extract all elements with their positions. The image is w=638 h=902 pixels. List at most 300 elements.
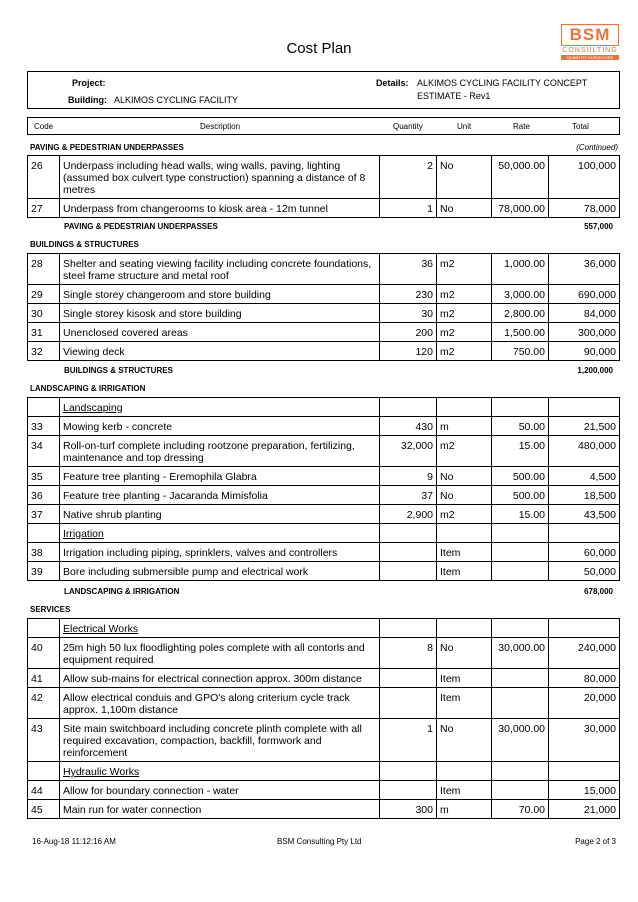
cell-quantity (380, 762, 437, 781)
subtotal-value: 678,000 (584, 587, 613, 596)
cell-description (60, 486, 380, 505)
cell-description (60, 467, 380, 486)
cell-description (60, 304, 380, 323)
column-header-bar (27, 117, 620, 135)
cell-unit (437, 304, 492, 323)
cell-quantity (380, 688, 437, 719)
continued-label: (Continued) (576, 143, 618, 152)
cell-quantity (380, 781, 437, 800)
cell-rate (492, 156, 549, 199)
cell-unit (437, 199, 492, 218)
cell-rate-text: 3,000.00 (504, 289, 545, 301)
cell-rate-text: 30,000.00 (498, 723, 545, 735)
cell-quantity (380, 436, 437, 467)
cell-description-text: Irrigation including piping, sprinklers, valves and controllers (63, 547, 338, 559)
cell-unit (437, 762, 492, 781)
cell-code (28, 417, 60, 436)
cell-quantity-text: 37 (421, 490, 433, 502)
cell-quantity (380, 342, 437, 361)
cell-unit (437, 285, 492, 304)
cell-code-text: 28 (31, 258, 43, 270)
cell-total-text: 90,000 (583, 346, 616, 358)
cell-quantity (380, 254, 437, 285)
cell-code (28, 781, 60, 800)
cell-unit-text: No (440, 490, 454, 502)
cell-rate (492, 719, 549, 762)
cell-description (60, 524, 380, 543)
cell-description (60, 199, 380, 218)
cell-code-text: 40 (31, 642, 43, 654)
items-table (27, 253, 620, 361)
cell-rate (492, 543, 549, 562)
cell-description (60, 436, 380, 467)
cell-unit (437, 669, 492, 688)
cell-rate (492, 781, 549, 800)
cell-code (28, 398, 60, 417)
cell-description-text: Site main switchboard including concrete plinth complete with all required excavation, compaction, backfill, formwork and reinforcement (63, 723, 362, 759)
cell-description (60, 543, 380, 562)
cell-quantity (380, 505, 437, 524)
cell-quantity (380, 719, 437, 762)
cell-unit-text: m2 (440, 308, 455, 320)
cell-description (60, 669, 380, 688)
section-title: LANDSCAPING & IRRIGATION (30, 384, 146, 393)
cell-unit-text: m2 (440, 289, 455, 301)
cell-code (28, 156, 60, 199)
logo-consulting: CONSULTING (562, 47, 618, 54)
cell-total (549, 800, 620, 819)
cell-total (549, 254, 620, 285)
table-row (28, 304, 620, 323)
cell-rate (492, 486, 549, 505)
cell-unit (437, 436, 492, 467)
cell-rate (492, 342, 549, 361)
cell-rate (492, 688, 549, 719)
details-line1: ALKIMOS CYCLING FACILITY CONCEPT (417, 78, 588, 88)
cell-quantity-text: 2,900 (406, 509, 433, 521)
cell-rate (492, 562, 549, 581)
cell-description-text: Allow electrical conduis and GPO's along criterium cycle track approx. 1,100m distance (63, 692, 350, 716)
col-description: Description (200, 122, 241, 131)
cell-description-text: Single storey changeroom and store building (63, 289, 271, 301)
cell-description (60, 342, 380, 361)
cell-rate-text: 50,000.00 (498, 160, 545, 172)
cell-quantity (380, 800, 437, 819)
cell-rate (492, 467, 549, 486)
cell-total (549, 781, 620, 800)
cell-code (28, 800, 60, 819)
cell-code (28, 562, 60, 581)
table-row (28, 342, 620, 361)
cell-total (549, 323, 620, 342)
company-logo (561, 24, 619, 64)
cell-description-text: Bore including submersible pump and electrical work (63, 566, 309, 578)
cell-code-text: 38 (31, 547, 43, 559)
cell-total (549, 156, 620, 199)
cell-code-text: 31 (31, 327, 43, 339)
cell-rate (492, 285, 549, 304)
table-row (28, 156, 620, 199)
cell-total-text: 300,000 (578, 327, 616, 339)
project-label: Project: (72, 78, 106, 88)
cell-code (28, 285, 60, 304)
table-row (28, 467, 620, 486)
footer-company: BSM Consulting Pty Ltd (277, 837, 362, 846)
cell-description-text: Feature tree planting - Eremophila Glabra (63, 471, 257, 483)
footer-timestamp: 16-Aug-18 11:12:16 AM (32, 837, 116, 846)
cell-rate (492, 800, 549, 819)
cell-description-text: Mowing kerb - concrete (63, 421, 173, 433)
cell-quantity-text: 1 (427, 203, 433, 215)
cell-total-text: 21,000 (583, 804, 616, 816)
cell-description-text: Feature tree planting - Jacaranda Mimisfolia (63, 490, 268, 502)
cell-unit-text: No (440, 642, 454, 654)
cell-rate (492, 762, 549, 781)
cell-unit-text: m2 (440, 327, 455, 339)
cell-rate (492, 436, 549, 467)
cell-total (549, 562, 620, 581)
cell-quantity-text: 230 (415, 289, 433, 301)
cell-total-text: 18,500 (583, 490, 616, 502)
cell-description (60, 254, 380, 285)
details-label: Details: (376, 78, 409, 88)
cell-unit (437, 156, 492, 199)
cell-total (549, 669, 620, 688)
table-row (28, 323, 620, 342)
cell-quantity-text: 36 (421, 258, 433, 270)
cell-unit (437, 619, 492, 638)
cell-description (60, 505, 380, 524)
subtotal-label: LANDSCAPING & IRRIGATION (64, 587, 180, 596)
cell-unit-text: Item (440, 692, 461, 704)
table-row (28, 199, 620, 218)
details-line2: ESTIMATE - Rev1 (417, 91, 491, 101)
cell-code (28, 688, 60, 719)
cell-unit (437, 524, 492, 543)
cell-unit (437, 467, 492, 486)
cell-code-text: 44 (31, 785, 43, 797)
cell-code (28, 669, 60, 688)
table-row (28, 800, 620, 819)
table-row (28, 486, 620, 505)
cell-unit-text: m2 (440, 440, 455, 452)
section-title: SERVICES (30, 605, 71, 614)
cell-total-text: 21,500 (583, 421, 616, 433)
cell-total-text: 36,000 (583, 258, 616, 270)
section-title: PAVING & PEDESTRIAN UNDERPASSES (30, 143, 184, 152)
cell-quantity (380, 304, 437, 323)
cell-code-text: 30 (31, 308, 43, 320)
project-details-box (27, 71, 620, 109)
cell-total (549, 505, 620, 524)
cell-code-text: 37 (31, 509, 43, 521)
table-row (28, 781, 620, 800)
cell-total (549, 486, 620, 505)
cell-code (28, 254, 60, 285)
logo-name: BSM (561, 24, 619, 46)
cell-total-text: 100,000 (578, 160, 616, 172)
cell-total-text: 20,000 (583, 692, 616, 704)
cell-rate (492, 199, 549, 218)
cell-rate (492, 505, 549, 524)
cell-total (549, 688, 620, 719)
cell-total-text: 50,000 (583, 566, 616, 578)
cell-rate-text: 70.00 (518, 804, 545, 816)
sub-heading-row (28, 524, 620, 543)
cell-unit (437, 688, 492, 719)
cell-unit-text: m2 (440, 258, 455, 270)
cell-quantity (380, 199, 437, 218)
cell-description-text: Shelter and seating viewing facility including concrete foundations, steel frame structure and metal roof (63, 258, 372, 282)
cell-quantity-text: 120 (415, 346, 433, 358)
cell-rate (492, 254, 549, 285)
cell-description-text: Unenclosed covered areas (63, 327, 188, 339)
cell-rate (492, 398, 549, 417)
table-row (28, 688, 620, 719)
cell-code (28, 719, 60, 762)
cell-quantity (380, 543, 437, 562)
cell-code (28, 762, 60, 781)
cell-total (549, 342, 620, 361)
col-rate: Rate (513, 122, 530, 131)
cell-total (549, 619, 620, 638)
cell-code-text: 29 (31, 289, 43, 301)
cell-unit-text: Item (440, 547, 461, 559)
cell-description-text: Single storey kisosk and store building (63, 308, 242, 320)
cell-description (60, 323, 380, 342)
cell-code (28, 467, 60, 486)
cell-total (549, 199, 620, 218)
cell-total-text: 15,000 (583, 785, 616, 797)
cell-total (549, 304, 620, 323)
cell-rate-text: 30,000.00 (498, 642, 545, 654)
cell-code-text: 41 (31, 673, 43, 685)
cell-description-text: Main run for water connection (63, 804, 202, 816)
building-label: Building: (68, 95, 107, 105)
cell-quantity (380, 417, 437, 436)
cell-code (28, 323, 60, 342)
cell-code (28, 486, 60, 505)
cell-unit-text: No (440, 471, 454, 483)
cell-total-text: 78,000 (583, 203, 616, 215)
cell-unit (437, 800, 492, 819)
table-row (28, 543, 620, 562)
cell-total-text: 60,000 (583, 547, 616, 559)
cell-unit-text: No (440, 160, 454, 172)
table-row (28, 638, 620, 669)
col-unit: Unit (457, 122, 472, 131)
cell-description (60, 781, 380, 800)
cell-quantity (380, 638, 437, 669)
cell-description-text: Allow for boundary connection - water (63, 785, 239, 797)
cell-description (60, 619, 380, 638)
cell-unit-text: m2 (440, 509, 455, 521)
cell-description-text: Native shrub planting (63, 509, 162, 521)
cell-description-text: Underpass from changerooms to kiosk area - 12m tunnel (63, 203, 328, 215)
cell-total-text: 84,000 (583, 308, 616, 320)
cell-quantity-text: 30 (421, 308, 433, 320)
cell-code-text: 32 (31, 346, 43, 358)
cell-total-text: 4,500 (589, 471, 616, 483)
cell-description (60, 800, 380, 819)
cell-total-text: 30,000 (583, 723, 616, 735)
cell-code (28, 524, 60, 543)
cell-quantity-text: 9 (427, 471, 433, 483)
cell-description (60, 285, 380, 304)
sub-heading-row (28, 619, 620, 638)
cell-unit-text: Item (440, 673, 461, 685)
cell-description (60, 398, 380, 417)
cell-quantity-text: 2 (427, 160, 433, 172)
items-table (27, 618, 620, 819)
cell-description (60, 638, 380, 669)
cell-total-text: 690,000 (578, 289, 616, 301)
cell-code (28, 619, 60, 638)
cell-description-text: Landscaping (63, 402, 123, 414)
cell-total (549, 524, 620, 543)
cell-code (28, 304, 60, 323)
cell-description-text: Allow sub-mains for electrical connection approx. 300m distance (63, 673, 362, 685)
table-row (28, 254, 620, 285)
col-quantity: Quantity (393, 122, 423, 131)
cell-unit-text: No (440, 203, 454, 215)
items-table (27, 397, 620, 581)
cell-code-text: 36 (31, 490, 43, 502)
cell-code-text: 33 (31, 421, 43, 433)
cell-rate-text: 1,500.00 (504, 327, 545, 339)
cell-unit (437, 562, 492, 581)
cell-quantity-text: 300 (415, 804, 433, 816)
cell-unit-text: Item (440, 566, 461, 578)
cell-unit (437, 505, 492, 524)
cell-total (549, 467, 620, 486)
subtotal-value: 557,000 (584, 222, 613, 231)
cell-rate (492, 638, 549, 669)
cell-quantity-text: 1 (427, 723, 433, 735)
cell-unit (437, 323, 492, 342)
cell-quantity (380, 619, 437, 638)
cell-description (60, 762, 380, 781)
cell-quantity (380, 323, 437, 342)
cell-rate-text: 500.00 (512, 490, 545, 502)
cell-code-text: 42 (31, 692, 43, 704)
table-row (28, 505, 620, 524)
cell-code-text: 43 (31, 723, 43, 735)
cell-quantity (380, 562, 437, 581)
cell-description (60, 719, 380, 762)
subtotal-label: BUILDINGS & STRUCTURES (64, 366, 173, 375)
cell-quantity (380, 467, 437, 486)
cell-total (549, 543, 620, 562)
cell-quantity-text: 200 (415, 327, 433, 339)
cell-rate-text: 1,000.00 (504, 258, 545, 270)
table-row (28, 719, 620, 762)
cell-unit (437, 781, 492, 800)
table-row (28, 669, 620, 688)
cell-rate-text: 15.00 (518, 440, 545, 452)
subtotal-label: PAVING & PEDESTRIAN UNDERPASSES (64, 222, 218, 231)
cell-description (60, 156, 380, 199)
cell-rate-text: 750.00 (512, 346, 545, 358)
cell-total (549, 417, 620, 436)
footer-page-number: Page 2 of 3 (575, 837, 616, 846)
cell-total (549, 719, 620, 762)
cell-quantity (380, 486, 437, 505)
cell-quantity (380, 398, 437, 417)
cell-quantity (380, 669, 437, 688)
cell-unit (437, 486, 492, 505)
col-code: Code (34, 122, 54, 131)
cell-unit-text: m2 (440, 346, 455, 358)
cell-code-text: 39 (31, 566, 43, 578)
table-row (28, 436, 620, 467)
cell-unit (437, 342, 492, 361)
cell-description-text: Underpass including head walls, wing walls, paving, lighting (assumed box culvert type construction) spanning a distance of 8 metres (63, 160, 366, 196)
cell-code (28, 638, 60, 669)
cell-rate (492, 304, 549, 323)
cell-rate (492, 417, 549, 436)
cell-description-text: Electrical Works (63, 623, 139, 635)
cell-rate-text: 2,800.00 (504, 308, 545, 320)
building-value: ALKIMOS CYCLING FACILITY (114, 95, 239, 105)
cell-description-text: Roll-on-turf complete including rootzone preparation, fertilizing, maintenance and top dressing (63, 440, 355, 464)
cell-rate (492, 669, 549, 688)
cell-total (549, 638, 620, 669)
cell-code-text: 34 (31, 440, 43, 452)
cell-rate-text: 500.00 (512, 471, 545, 483)
cell-total-text: 43,500 (583, 509, 616, 521)
cell-description (60, 417, 380, 436)
cell-rate-text: 15.00 (518, 509, 545, 521)
cell-code (28, 436, 60, 467)
cell-description-text: Irrigation (63, 528, 104, 540)
cell-rate-text: 78,000.00 (498, 203, 545, 215)
cell-unit (437, 543, 492, 562)
cell-unit (437, 398, 492, 417)
cell-code (28, 543, 60, 562)
cell-total-text: 480,000 (578, 440, 616, 452)
cell-code (28, 505, 60, 524)
cell-quantity (380, 524, 437, 543)
items-table (27, 155, 620, 218)
sub-heading-row (28, 762, 620, 781)
cell-unit-text: m (440, 421, 449, 433)
cell-quantity (380, 156, 437, 199)
cell-unit (437, 638, 492, 669)
cell-rate (492, 619, 549, 638)
cell-code (28, 342, 60, 361)
cell-unit (437, 719, 492, 762)
cell-total (549, 285, 620, 304)
cell-quantity-text: 32,000 (400, 440, 433, 452)
cell-quantity-text: 430 (415, 421, 433, 433)
cell-total (549, 398, 620, 417)
cell-code-text: 45 (31, 804, 43, 816)
page-title: Cost Plan (286, 40, 352, 57)
cell-total (549, 762, 620, 781)
logo-quantity-surveyors: QUANTITY SURVEYORS (561, 55, 619, 60)
table-row (28, 562, 620, 581)
cell-unit-text: No (440, 723, 454, 735)
cell-description-text: Hydraulic Works (63, 766, 140, 778)
cell-quantity-text: 8 (427, 642, 433, 654)
cell-code (28, 199, 60, 218)
cell-unit-text: Item (440, 785, 461, 797)
cell-total-text: 240,000 (578, 642, 616, 654)
cell-rate-text: 50.00 (518, 421, 545, 433)
cell-unit (437, 254, 492, 285)
table-row (28, 417, 620, 436)
